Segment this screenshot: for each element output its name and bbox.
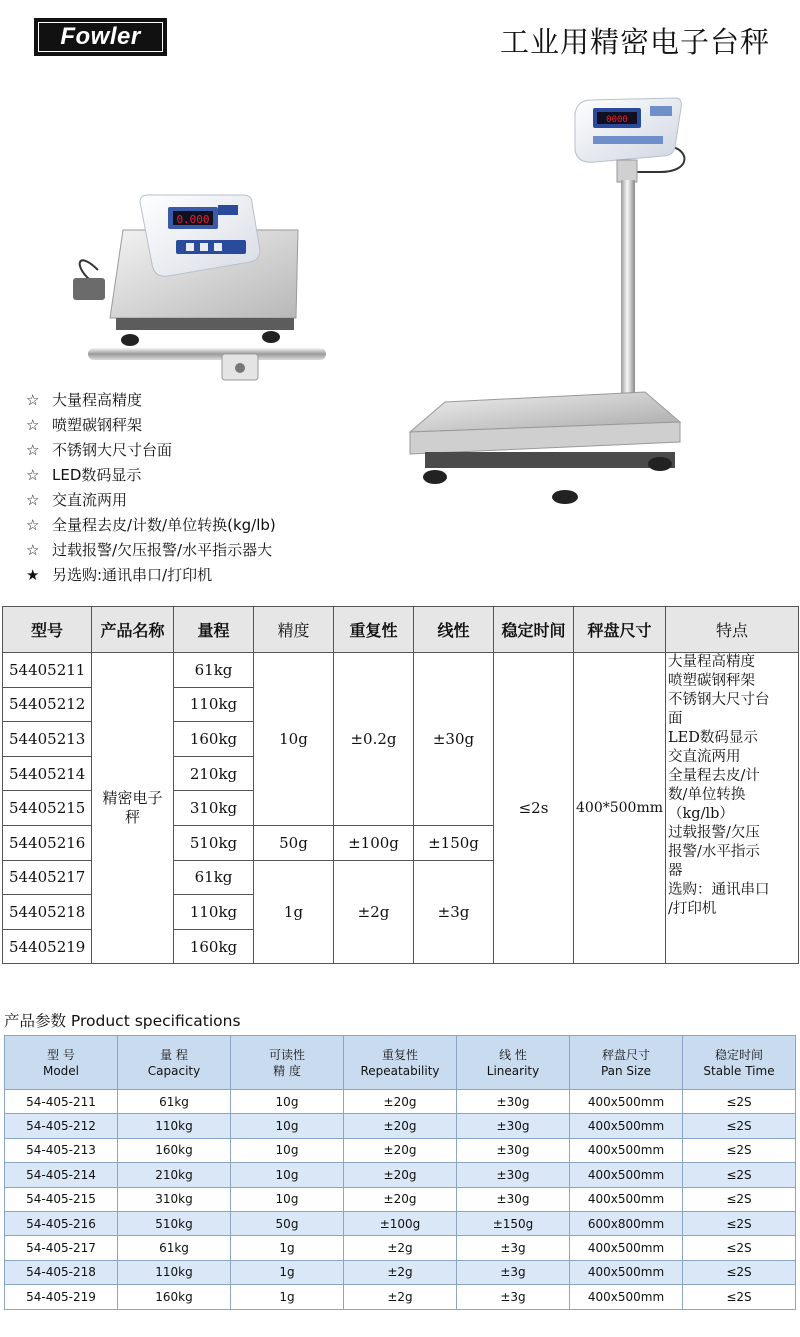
table-cell: 54-405-214 xyxy=(5,1163,118,1187)
table-cell: ±3g xyxy=(457,1260,570,1284)
table-cell: ±30g xyxy=(457,1090,570,1114)
table-cell: 54-405-213 xyxy=(5,1138,118,1162)
table-cell: 10g xyxy=(231,1187,344,1211)
column-header: 线 性 Linearity xyxy=(457,1036,570,1090)
table-cell: ±2g xyxy=(344,1285,457,1309)
table-cell: ≤2S xyxy=(683,1163,796,1187)
precision-cell: 1g xyxy=(254,860,334,964)
page-title: 工业用精密电子台秤 xyxy=(499,25,770,59)
table-cell: 54-405-215 xyxy=(5,1187,118,1211)
table-row xyxy=(5,1187,796,1211)
table-cell: ≤2S xyxy=(683,1285,796,1309)
table-cell: ±20g xyxy=(344,1090,457,1114)
star-outline-icon: ☆ xyxy=(26,540,40,559)
feature-item xyxy=(26,387,276,412)
table-cell: 510kg xyxy=(118,1211,231,1235)
table-cell: ≤2S xyxy=(683,1211,796,1235)
table-cell: 400x500mm xyxy=(570,1236,683,1260)
table-cell: 110kg xyxy=(118,1260,231,1284)
feature-text: 不锈钢大尺寸台面 xyxy=(52,441,173,459)
column-header: 特点 xyxy=(666,607,799,653)
repeatability-cell: ±100g xyxy=(334,825,414,860)
repeatability-cell: ±2g xyxy=(334,860,414,964)
feature-text: 喷塑碳钢秤架 xyxy=(52,416,143,434)
table-cell: 10g xyxy=(231,1090,344,1114)
table-cell: ±20g xyxy=(344,1114,457,1138)
star-outline-icon: ☆ xyxy=(26,440,40,459)
feature-item xyxy=(26,487,276,512)
table-cell: 210kg xyxy=(118,1163,231,1187)
table-cell: ±30g xyxy=(457,1163,570,1187)
table-cell: ±30g xyxy=(457,1187,570,1211)
platform-scale-image xyxy=(405,92,695,512)
table-cell: 160kg xyxy=(118,1285,231,1309)
feature-item xyxy=(26,512,276,537)
table-cell: 600x800mm xyxy=(570,1211,683,1235)
table-cell: ≤2S xyxy=(683,1187,796,1211)
star-outline-icon: ☆ xyxy=(26,490,40,509)
feature-text: 交直流两用 xyxy=(52,491,128,509)
star-outline-icon: ☆ xyxy=(26,390,40,409)
feature-item xyxy=(26,537,276,562)
table-row xyxy=(5,1285,796,1309)
features-cell: 大量程高精度 喷塑碳钢秤架 不锈钢大尺寸台 面 LED数码显示 交直流两用 全量程去皮/计 数/单位转换 （kg/lb） 过载报警/欠压 报警/水平指示 器 选购：通讯串口 /打印机 xyxy=(666,653,799,964)
table-cell: 310kg xyxy=(118,1187,231,1211)
product-name-cell: 精密电子 秤 xyxy=(92,653,174,964)
table-cell: 1g xyxy=(231,1260,344,1284)
table-cell: 1g xyxy=(231,1236,344,1260)
model-cell: 54405218 xyxy=(3,895,92,930)
capacity-cell: 160kg xyxy=(174,929,254,964)
capacity-cell: 61kg xyxy=(174,860,254,895)
table-cell: 54-405-218 xyxy=(5,1260,118,1284)
spec-table xyxy=(4,1035,796,1310)
table-cell: 54-405-217 xyxy=(5,1236,118,1260)
precision-cell: 10g xyxy=(254,653,334,826)
linearity-cell: ±3g xyxy=(414,860,494,964)
large-readout: 0000 xyxy=(606,115,628,125)
column-header: 稳定时间 Stable Time xyxy=(683,1036,796,1090)
spec-heading: 产品参数 Product specifications xyxy=(4,1012,241,1030)
table-row xyxy=(5,1114,796,1138)
table-cell: 400x500mm xyxy=(570,1285,683,1309)
column-header: 型号 xyxy=(3,607,92,653)
capacity-cell: 510kg xyxy=(174,825,254,860)
capacity-cell: 61kg xyxy=(174,653,254,688)
table-cell: ±20g xyxy=(344,1187,457,1211)
model-cell: 54405213 xyxy=(3,722,92,757)
table-row xyxy=(5,1211,796,1235)
capacity-cell: 110kg xyxy=(174,687,254,722)
table-row xyxy=(5,1260,796,1284)
table-cell: ±100g xyxy=(344,1211,457,1235)
column-header: 产品名称 xyxy=(92,607,174,653)
model-cell: 54405216 xyxy=(3,825,92,860)
table-cell: 61kg xyxy=(118,1090,231,1114)
feature-item xyxy=(26,412,276,437)
feature-list xyxy=(26,387,276,587)
column-header: 秤盘尺寸 xyxy=(574,607,666,653)
column-header: 量程 xyxy=(174,607,254,653)
column-header: 重复性 Repeatability xyxy=(344,1036,457,1090)
small-readout: 0.000 xyxy=(176,213,210,226)
feature-item xyxy=(26,562,276,587)
model-cell: 54405217 xyxy=(3,860,92,895)
capacity-cell: 110kg xyxy=(174,895,254,930)
table-cell: ≤2S xyxy=(683,1138,796,1162)
table-cell: 54-405-216 xyxy=(5,1211,118,1235)
linearity-cell: ±30g xyxy=(414,653,494,826)
model-cell: 54405211 xyxy=(3,653,92,688)
pan-size-cell: 400*500mm xyxy=(574,653,666,964)
stable-time-cell: ≤2s xyxy=(494,653,574,964)
table-cell: 54-405-211 xyxy=(5,1090,118,1114)
model-cell: 54405214 xyxy=(3,756,92,791)
table-cell: ±2g xyxy=(344,1260,457,1284)
star-outline-icon: ☆ xyxy=(26,465,40,484)
column-header: 量 程 Capacity xyxy=(118,1036,231,1090)
table-cell: 10g xyxy=(231,1138,344,1162)
capacity-cell: 310kg xyxy=(174,791,254,826)
feature-item xyxy=(26,437,276,462)
logo-text: Fowler xyxy=(38,22,163,52)
table-cell: ±3g xyxy=(457,1236,570,1260)
fowler-logo xyxy=(34,18,167,56)
table-cell: 400x500mm xyxy=(570,1260,683,1284)
table-row xyxy=(3,653,799,688)
star-filled-icon: ★ xyxy=(26,565,40,584)
feature-text: 另选购:通讯串口/打印机 xyxy=(52,566,213,584)
column-header: 精度 xyxy=(254,607,334,653)
table-cell: 10g xyxy=(231,1163,344,1187)
table-row xyxy=(5,1236,796,1260)
table-cell: 1g xyxy=(231,1285,344,1309)
table-cell: ≤2S xyxy=(683,1236,796,1260)
table-cell: 61kg xyxy=(118,1236,231,1260)
table-cell: 50g xyxy=(231,1211,344,1235)
table-cell: 400x500mm xyxy=(570,1163,683,1187)
model-cell: 54405219 xyxy=(3,929,92,964)
table-cell: ±20g xyxy=(344,1138,457,1162)
capacity-cell: 210kg xyxy=(174,756,254,791)
table-row xyxy=(5,1090,796,1114)
table-cell: 110kg xyxy=(118,1114,231,1138)
table-cell: ±30g xyxy=(457,1138,570,1162)
table-header-row xyxy=(5,1036,796,1090)
column-header: 秤盘尺寸 Pan Size xyxy=(570,1036,683,1090)
model-cell: 54405215 xyxy=(3,791,92,826)
table-cell: ±2g xyxy=(344,1236,457,1260)
table-cell: ≤2S xyxy=(683,1114,796,1138)
column-header: 稳定时间 xyxy=(494,607,574,653)
column-header: 重复性 xyxy=(334,607,414,653)
table-cell: ±30g xyxy=(457,1114,570,1138)
table-cell: ≤2S xyxy=(683,1260,796,1284)
table-cell: ±3g xyxy=(457,1285,570,1309)
feature-item xyxy=(26,462,276,487)
model-cell: 54405212 xyxy=(3,687,92,722)
feature-text: 大量程高精度 xyxy=(52,391,143,409)
bench-scale-image xyxy=(68,190,333,390)
table-cell: ±20g xyxy=(344,1163,457,1187)
feature-text: 过载报警/欠压报警/水平指示器大 xyxy=(52,541,273,559)
feature-text: 全量程去皮/计数/单位转换(kg/lb) xyxy=(52,516,276,534)
table-row xyxy=(5,1163,796,1187)
table-row xyxy=(5,1138,796,1162)
column-header: 可读性 精 度 xyxy=(231,1036,344,1090)
repeatability-cell: ±0.2g xyxy=(334,653,414,826)
capacity-cell: 160kg xyxy=(174,722,254,757)
column-header: 线性 xyxy=(414,607,494,653)
table-cell: ±150g xyxy=(457,1211,570,1235)
star-outline-icon: ☆ xyxy=(26,515,40,534)
table-cell: 400x500mm xyxy=(570,1114,683,1138)
table-cell: 400x500mm xyxy=(570,1187,683,1211)
table-cell: 400x500mm xyxy=(570,1090,683,1114)
star-outline-icon: ☆ xyxy=(26,415,40,434)
table-header-row xyxy=(3,607,799,653)
table-cell: 54-405-219 xyxy=(5,1285,118,1309)
table-cell: 54-405-212 xyxy=(5,1114,118,1138)
product-table xyxy=(2,606,799,964)
feature-text: LED数码显示 xyxy=(52,466,142,484)
precision-cell: 50g xyxy=(254,825,334,860)
linearity-cell: ±150g xyxy=(414,825,494,860)
table-cell: 160kg xyxy=(118,1138,231,1162)
table-cell: ≤2S xyxy=(683,1090,796,1114)
table-cell: 10g xyxy=(231,1114,344,1138)
column-header: 型 号 Model xyxy=(5,1036,118,1090)
table-cell: 400x500mm xyxy=(570,1138,683,1162)
